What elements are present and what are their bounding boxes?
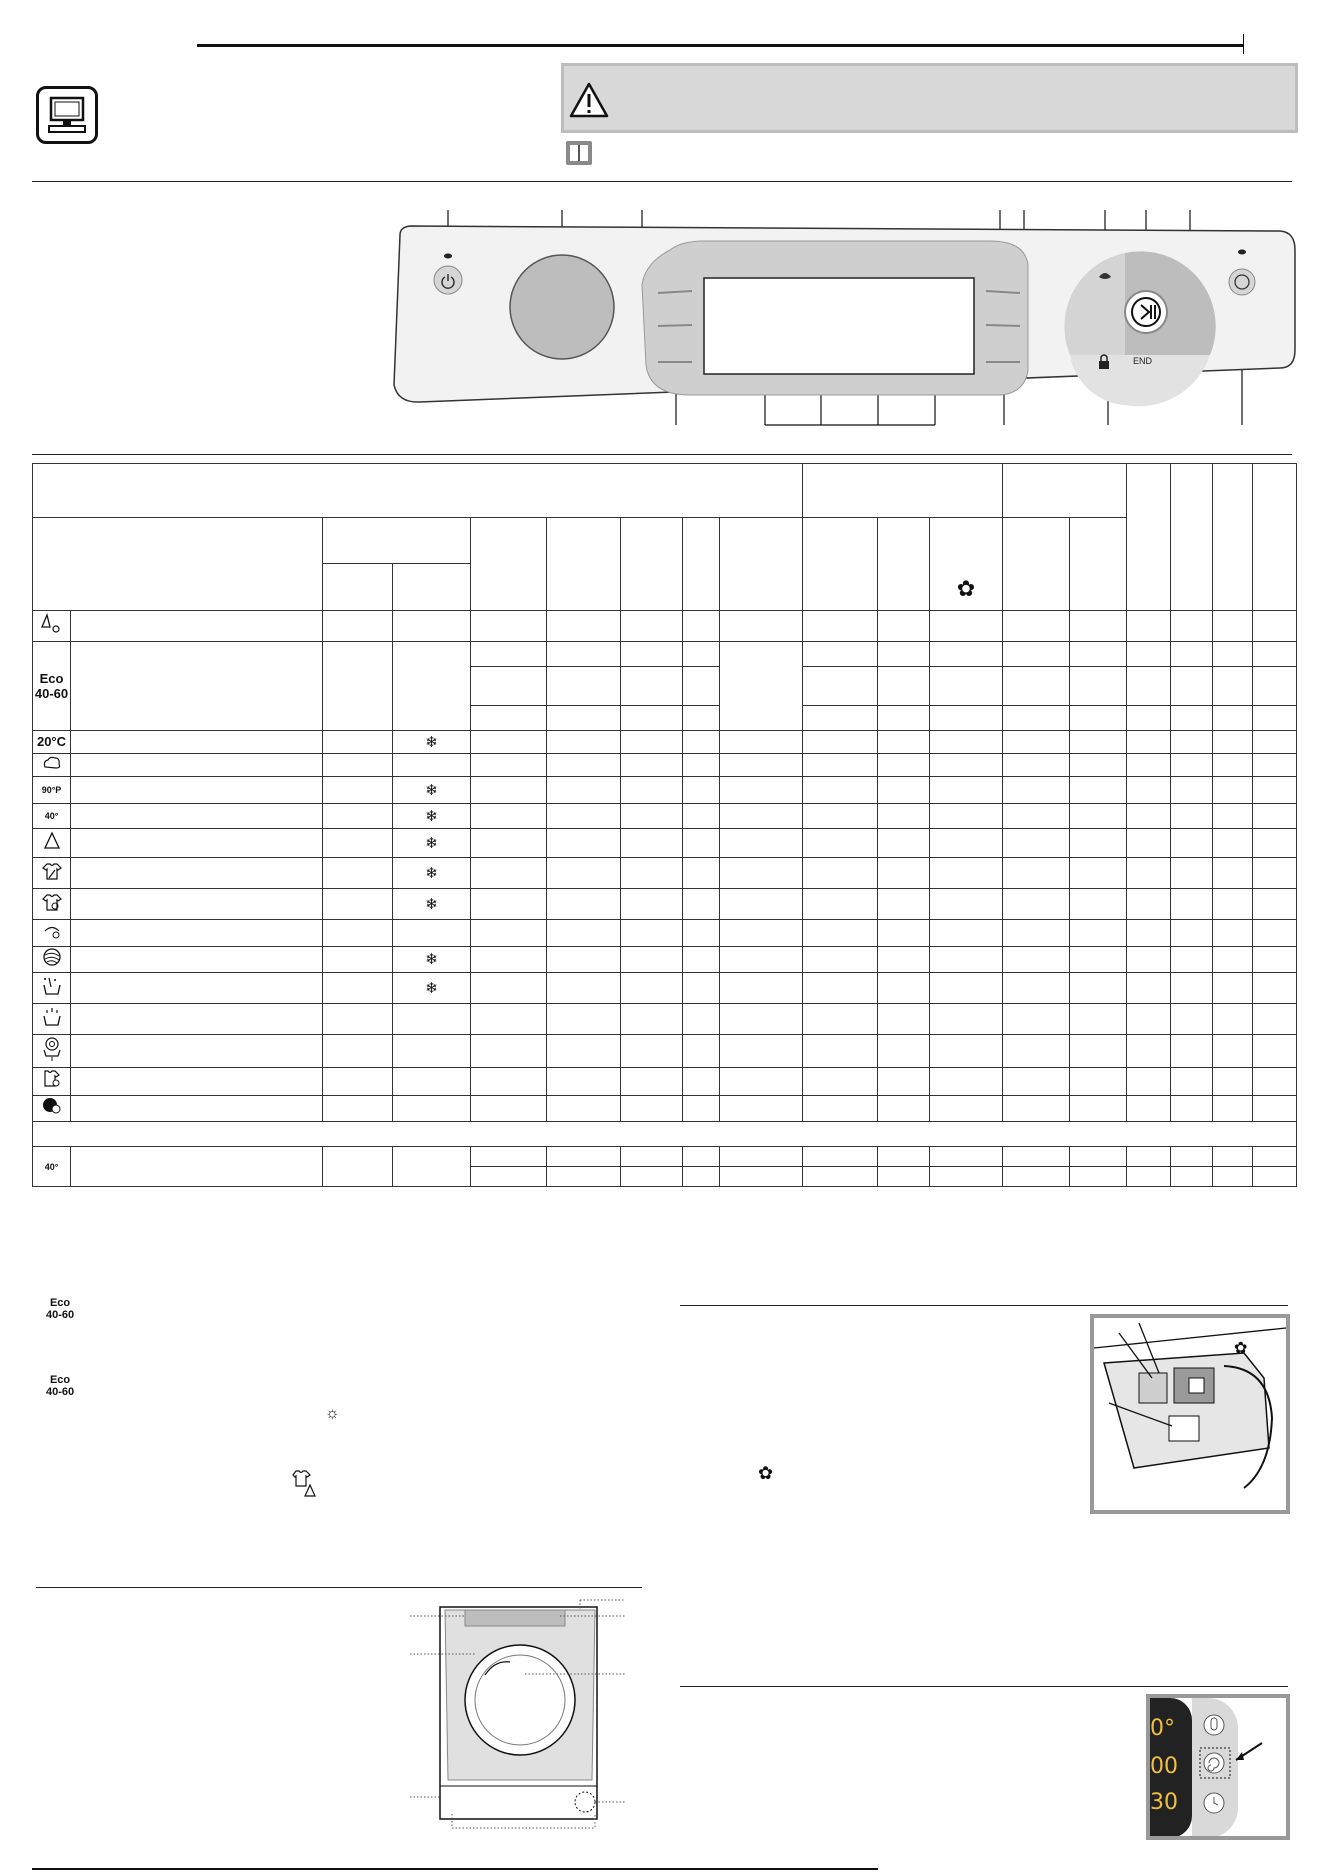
program-icon [33,829,71,858]
snowflake-icon: ❄ [425,951,438,969]
table-row [33,920,1297,947]
snowflake-icon: ❄ [425,834,438,852]
table-header-cell [1253,464,1297,611]
softener-flower-icon: ✿ [758,1463,774,1483]
section-rule-2 [32,454,1292,455]
section-rule-3 [680,1305,1288,1306]
table-row [33,1121,1297,1147]
section-rule-4 [680,1686,1288,1687]
program-icon [33,857,71,888]
power-icon[interactable] [440,273,456,289]
eco-temp-label: 40-60 [46,1309,75,1321]
footer-rule [32,1868,878,1870]
rinse-icon [33,1003,71,1034]
cotton-40-label: 40° [44,811,59,822]
spin-drain-icon [33,1034,71,1067]
temp-20-icon: 20°C [33,730,71,753]
spin-button-image [1146,1694,1290,1840]
handwash-icon [33,972,71,1003]
eco-note-marker-1 [46,1297,74,1321]
softener-flower-icon: ✿ [956,575,976,601]
display-digit: 30 [1150,1790,1178,1815]
table-row [33,1147,1297,1167]
mixed-sun-icon [33,1095,71,1121]
cotton-40-icon [33,804,71,829]
section-rule-1 [32,181,1292,182]
table-row [33,972,1297,1003]
table-row [33,946,1297,972]
table-header-cell [323,517,471,564]
lock-icon[interactable] [1096,353,1110,371]
detergent-drawer-image [1090,1314,1290,1514]
cotton-90-label: 90°P [41,785,62,796]
table-header-cell [1171,464,1213,611]
table-header-cell [803,464,1003,518]
eco-temp-label: 40-60 [34,685,69,701]
table-header-cell [547,517,621,610]
table-row [33,1003,1297,1034]
table-header-cell [471,517,547,610]
cotton-90-icon [33,777,71,804]
table-header-cell [1070,517,1127,610]
table-row [33,1095,1297,1121]
section-rule-5 [36,1587,642,1588]
table-header-cell [720,517,803,610]
table-header-cell [1213,464,1253,611]
shirt-sun-icon [33,1067,71,1095]
eco-label: Eco [49,1374,71,1386]
eco-temp-label: 40-60 [46,1386,75,1398]
table-header-cell [621,517,683,610]
program-icon [33,610,71,641]
softener-header-cell [930,517,1003,610]
table-row [33,888,1297,919]
cotton-40-icon [33,1147,71,1187]
table-header-cell [1003,464,1127,518]
table-header-cell [803,517,878,610]
snowflake-icon: ❄ [425,808,438,826]
svg-text:✿: ✿ [1234,1338,1248,1357]
program-icon [303,1484,317,1503]
sun-icon: ☼ [325,1405,340,1422]
table-row [33,1034,1297,1067]
table-row [33,753,1297,777]
table-row [33,777,1297,804]
eco-label: Eco [39,670,64,686]
start-pause-icon[interactable] [1130,296,1162,328]
table-row [33,730,1297,753]
wool-icon [33,946,71,972]
table-row [33,1067,1297,1095]
header-rule-tick [1243,34,1244,54]
computer-monitor-icon [36,86,98,144]
table-header-cell [33,517,323,610]
book-icon [566,141,592,165]
table-header-cell [1003,517,1070,610]
display-digit: 0° [1150,1716,1175,1741]
warning-triangle-icon [568,81,610,119]
leaf-icon[interactable] [1096,268,1112,280]
eco-program-icon [33,641,71,730]
table-header-cell [393,564,471,611]
washing-machine-diagram [400,1590,630,1840]
header-rule [197,44,1243,47]
table-row [33,829,1297,858]
program-icon [33,753,71,777]
control-panel-diagram [380,205,1310,445]
snowflake-icon: ❄ [425,979,438,997]
snowflake-icon: ❄ [425,782,438,800]
display-digit: 00 [1150,1754,1178,1779]
table-row [33,857,1297,888]
table-header-cell [878,517,930,610]
baby-face-icon[interactable] [1229,269,1255,295]
eco-label: Eco [49,1297,71,1309]
table-header-cell [683,517,720,610]
programme-table [32,463,1297,1187]
table-header-cell [323,564,393,611]
cotton-40-label: 40° [44,1161,59,1172]
table-header-cell [1127,464,1171,611]
table-row [33,804,1297,829]
table-row [33,641,1297,666]
program-icon [33,888,71,919]
table-row [33,610,1297,641]
snowflake-icon: ❄ [425,895,438,913]
program-icon [33,920,71,947]
snowflake-icon: ❄ [425,864,438,882]
eco-note-marker-2 [46,1374,74,1398]
table-header-cell [33,464,803,518]
warning-box [561,63,1298,133]
snowflake-icon: ❄ [425,733,438,751]
end-label: END [1133,356,1153,366]
